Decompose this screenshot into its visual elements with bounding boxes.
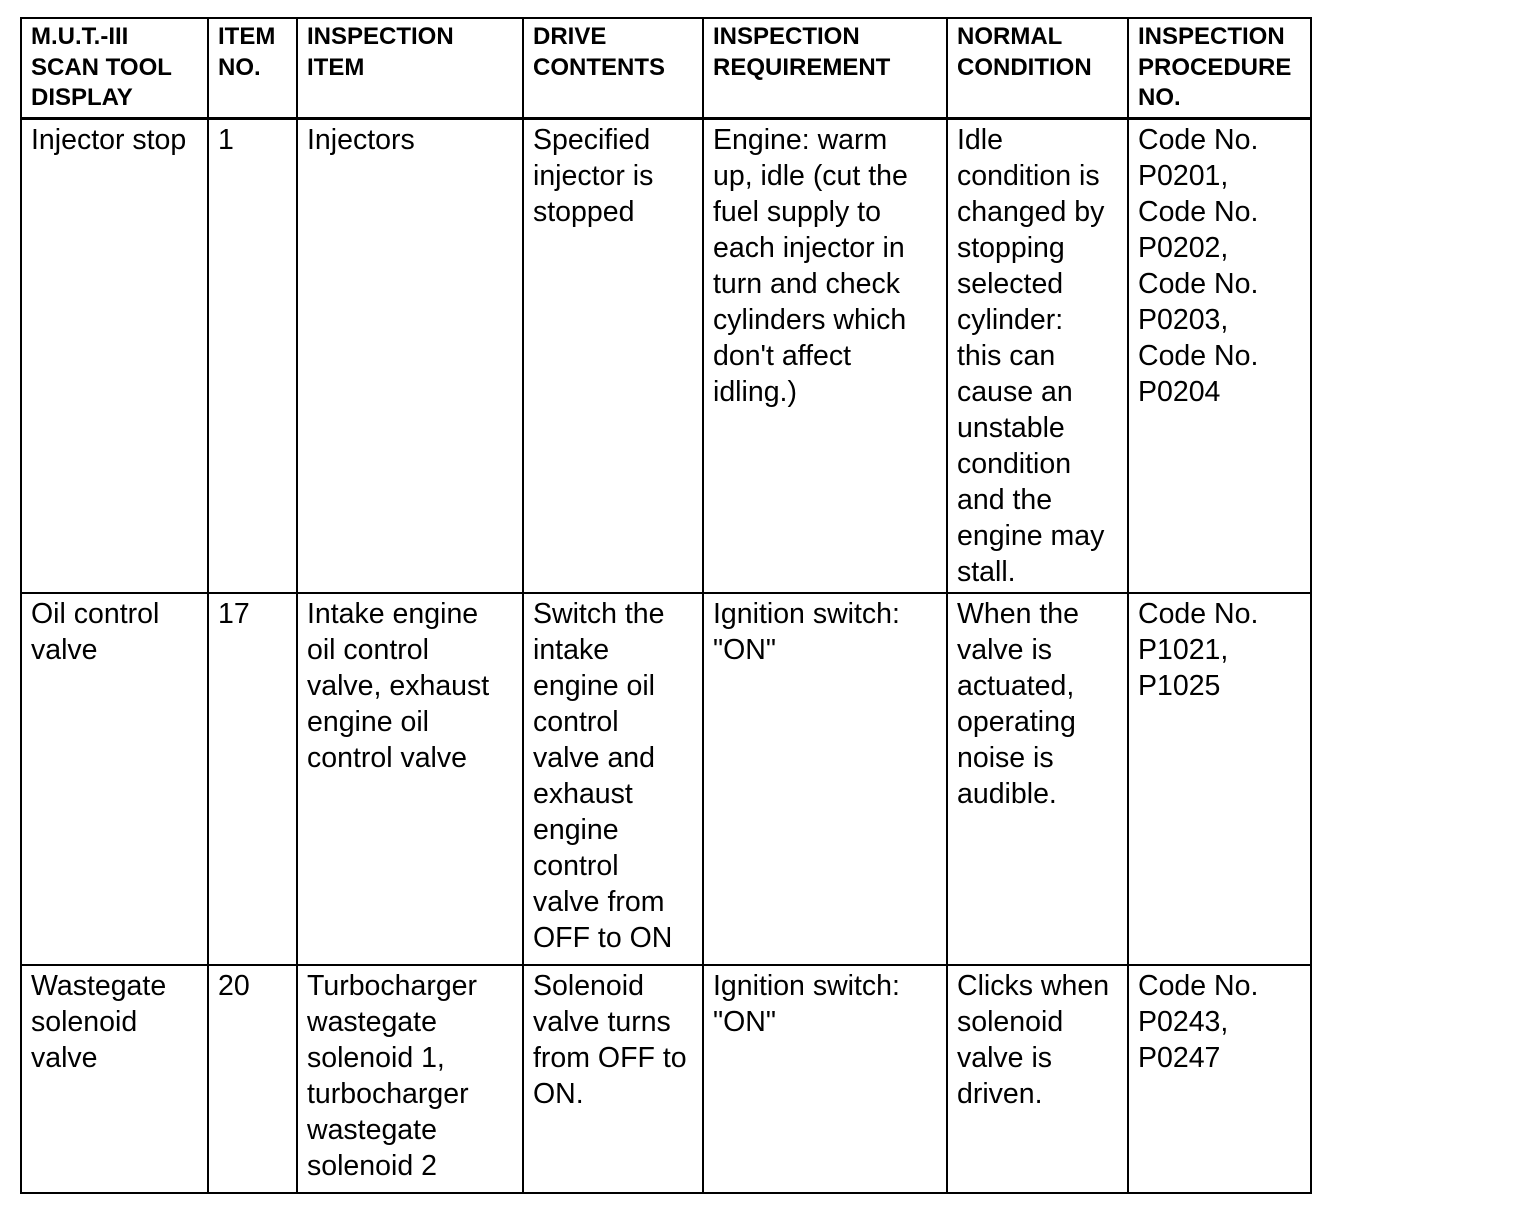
header-scan-tool-display: M.U.T.-III SCAN TOOL DISPLAY [21,18,208,118]
cell-inspection-requirement: Ignition switch: "ON" [703,593,947,965]
cell-drive-contents: Switch the intake engine oil control valve and exhaust engine control valve from OFF to ON [523,593,703,965]
cell-normal-condition: Idle condition is changed by stopping selected cylinder: this can cause an unstable condition and the engine may stall. [947,118,1128,593]
table-row [21,965,1311,1193]
header-item-no: ITEM NO. [208,18,297,118]
cell-item-no: 20 [208,965,297,1193]
table-row [21,118,1311,593]
cell-inspection-item: Intake engine oil control valve, exhaust engine oil control valve [297,593,523,965]
actuator-test-table [20,17,1312,1194]
header-inspection-requirement: INSPECTION REQUIREMENT [703,18,947,118]
header-row [21,18,1311,118]
cell-normal-condition: When the valve is actuated, operating noise is audible. [947,593,1128,965]
cell-inspection-requirement: Ignition switch: "ON" [703,965,947,1193]
header-normal-condition: NORMAL CONDITION [947,18,1128,118]
header-drive-contents: DRIVE CONTENTS [523,18,703,118]
cell-inspection-item: Injectors [297,118,523,593]
cell-inspection-item: Turbocharger wastegate solenoid 1, turbocharger wastegate solenoid 2 [297,965,523,1193]
cell-normal-condition: Clicks when solenoid valve is driven. [947,965,1128,1193]
cell-inspection-procedure-no: Code No. P1021, P1025 [1128,593,1311,965]
cell-inspection-procedure-no: Code No. P0201, Code No. P0202, Code No. P0203, Code No. P0204 [1128,118,1311,593]
cell-inspection-procedure-no: Code No. P0243, P0247 [1128,965,1311,1193]
cell-drive-contents: Specified injector is stopped [523,118,703,593]
cell-scan-tool-display: Injector stop [21,118,208,593]
header-inspection-item: INSPECTION ITEM [297,18,523,118]
cell-item-no: 17 [208,593,297,965]
cell-item-no: 1 [208,118,297,593]
cell-scan-tool-display: Wastegate solenoid valve [21,965,208,1193]
header-inspection-procedure-no: INSPECTION PROCEDURE NO. [1128,18,1311,118]
cell-inspection-requirement: Engine: warm up, idle (cut the fuel supply to each injector in turn and check cylinders which don't affect idling.) [703,118,947,593]
table-row [21,593,1311,965]
cell-drive-contents: Solenoid valve turns from OFF to ON. [523,965,703,1193]
cell-scan-tool-display: Oil control valve [21,593,208,965]
